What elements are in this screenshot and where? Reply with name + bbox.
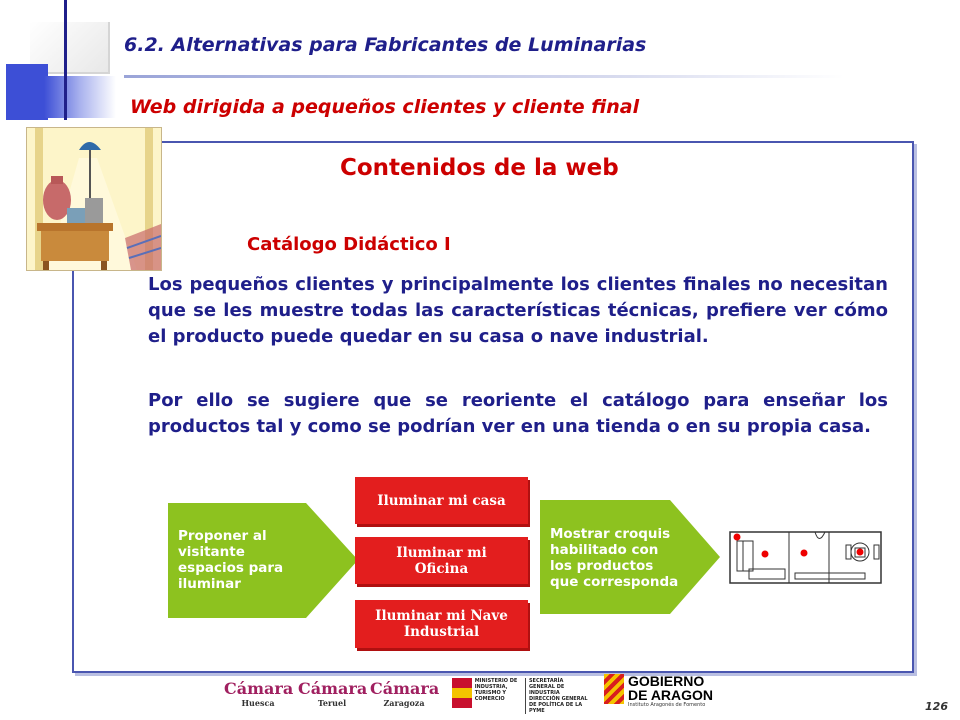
page-title: 6.2. Alternativas para Fabricantes de Luminarias <box>124 34 647 56</box>
ministerio-logo: MINISTERIO DE INDUSTRIA, TURISMO Y COMERCIO SECRETARÍA GENERAL DE INDUSTRIA DIRECCIÓN GENERAL DE POLÍTICA DE LA PYME <box>452 678 588 712</box>
gobierno-aragon-logo: GOBIERNO DE ARAGON Instituto Aragonés de Fomento <box>604 674 724 714</box>
page-subtitle: Web dirigida a pequeños clientes y cliente final <box>130 96 640 118</box>
title-divider <box>124 75 844 78</box>
option-iluminar-oficina[interactable]: Iluminar mi Oficina <box>355 537 528 584</box>
decor-vertical-line <box>64 0 67 120</box>
paragraph-1: Los pequeños clientes y principalmente los clientes finales no necesitan que se les muestre todas las características técnicas, prefiere ver cómo el producto puede quedar en su casa o nave industrial. <box>148 274 888 347</box>
page-number: 126 <box>925 700 948 713</box>
camara-zaragoza-logo: Cámara Zaragoza <box>370 679 440 708</box>
left-arrow-text: Proponer al visitante espacios para iluminar <box>178 528 284 592</box>
camara-teruel-logo: Cámara Teruel <box>298 679 368 708</box>
camara-huesca-logo: Cámara Huesca <box>224 679 294 708</box>
section-title: Catálogo Didáctico I <box>247 234 451 255</box>
option-iluminar-nave[interactable]: Iluminar mi Nave Industrial <box>355 600 528 648</box>
aragon-flag-icon <box>604 674 624 704</box>
option-iluminar-casa[interactable]: Iluminar mi casa <box>355 477 528 524</box>
content-title: Contenidos de la web <box>340 155 619 181</box>
lamp-illustration <box>26 127 162 271</box>
right-arrow-text: Mostrar croquis habilitado con los productos que corresponda <box>550 526 679 590</box>
floor-plan-sketch <box>729 531 882 584</box>
decor-square-blue <box>6 64 48 120</box>
paragraph-2: Por ello se sugiere que se reoriente el catálogo para enseñar los productos tal y como se podrían ver en una tienda o en su propia casa. <box>148 390 888 437</box>
spain-coat-of-arms-icon <box>452 678 472 708</box>
decor-square-gradient <box>44 76 116 118</box>
